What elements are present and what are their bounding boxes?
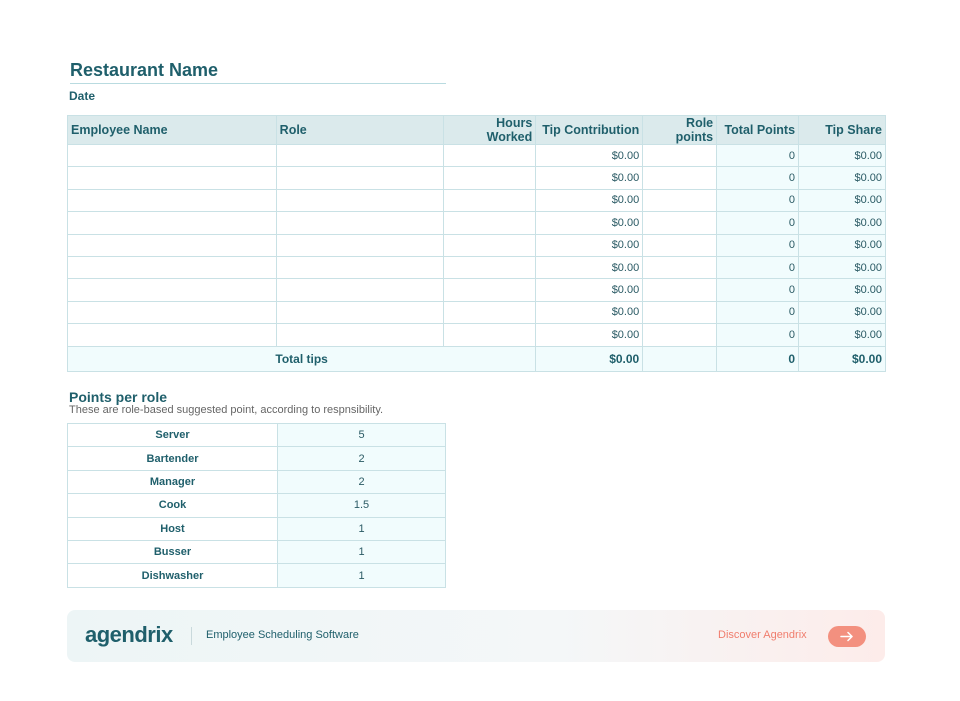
role-points-value[interactable]: 1 <box>278 517 446 540</box>
total-points: 0 <box>717 346 799 371</box>
arrow-right-icon <box>840 631 854 642</box>
cell-employee-name[interactable] <box>68 167 277 189</box>
cell-tip-share: $0.00 <box>799 234 886 256</box>
role-points-value[interactable]: 1 <box>278 564 446 587</box>
column-header-role-points: Role points <box>643 116 717 145</box>
cell-hours-worked[interactable] <box>444 256 536 278</box>
cell-tip-share: $0.00 <box>799 279 886 301</box>
cell-total-points: 0 <box>717 145 799 167</box>
cell-employee-name[interactable] <box>68 256 277 278</box>
role-row <box>68 540 446 563</box>
table-row <box>68 212 886 234</box>
role-row <box>68 564 446 587</box>
cell-role[interactable] <box>276 234 444 256</box>
cell-role-points[interactable] <box>643 167 717 189</box>
role-row <box>68 494 446 517</box>
cell-tip-contribution: $0.00 <box>536 301 643 323</box>
role-name: Server <box>68 424 278 447</box>
role-points-value[interactable]: 1.5 <box>278 494 446 517</box>
cell-hours-worked[interactable] <box>444 301 536 323</box>
cell-tip-contribution: $0.00 <box>536 167 643 189</box>
cell-role[interactable] <box>276 212 444 234</box>
column-header-tip-share: Tip Share <box>799 116 886 145</box>
points-per-role-subtitle: These are role-based suggested point, according to respnsibility. <box>69 404 384 416</box>
table-row <box>68 301 886 323</box>
cell-employee-name[interactable] <box>68 301 277 323</box>
table-row <box>68 167 886 189</box>
total-tip-contribution: $0.00 <box>536 346 643 371</box>
cell-role-points[interactable] <box>643 256 717 278</box>
cell-role-points[interactable] <box>643 212 717 234</box>
cell-employee-name[interactable] <box>68 234 277 256</box>
cell-role-points[interactable] <box>643 234 717 256</box>
table-row <box>68 145 886 167</box>
date-label: Date <box>69 89 96 103</box>
role-name: Dishwasher <box>68 564 278 587</box>
role-points-value[interactable]: 2 <box>278 470 446 493</box>
cell-hours-worked[interactable] <box>444 189 536 211</box>
cell-tip-contribution: $0.00 <box>536 189 643 211</box>
cell-hours-worked[interactable] <box>444 234 536 256</box>
column-header-tip-contribution: Tip Contribution <box>536 116 643 145</box>
cell-tip-contribution: $0.00 <box>536 279 643 301</box>
cell-role[interactable] <box>276 256 444 278</box>
cell-tip-share: $0.00 <box>799 212 886 234</box>
cell-tip-contribution: $0.00 <box>536 256 643 278</box>
cell-employee-name[interactable] <box>68 279 277 301</box>
cell-total-points: 0 <box>717 212 799 234</box>
cell-hours-worked[interactable] <box>444 145 536 167</box>
cell-hours-worked[interactable] <box>444 167 536 189</box>
cell-role[interactable] <box>276 301 444 323</box>
role-name: Bartender <box>68 447 278 470</box>
cell-tip-share: $0.00 <box>799 324 886 346</box>
cell-role[interactable] <box>276 167 444 189</box>
cell-role[interactable] <box>276 189 444 211</box>
cell-hours-worked[interactable] <box>444 324 536 346</box>
cell-employee-name[interactable] <box>68 145 277 167</box>
role-points-value[interactable]: 5 <box>278 424 446 447</box>
column-header-employee-name: Employee Name <box>68 116 277 145</box>
table-row <box>68 256 886 278</box>
cell-tip-share: $0.00 <box>799 301 886 323</box>
column-header-role: Role <box>276 116 444 145</box>
role-name: Manager <box>68 470 278 493</box>
total-tips-label: Total tips <box>68 346 536 371</box>
cell-employee-name[interactable] <box>68 189 277 211</box>
cell-hours-worked[interactable] <box>444 212 536 234</box>
cell-role[interactable] <box>276 279 444 301</box>
role-points-value[interactable]: 2 <box>278 447 446 470</box>
cell-role-points[interactable] <box>643 279 717 301</box>
cell-role-points[interactable] <box>643 301 717 323</box>
table-header-row <box>68 116 886 145</box>
cell-total-points: 0 <box>717 324 799 346</box>
role-row <box>68 424 446 447</box>
footer-tagline: Employee Scheduling Software <box>206 629 359 641</box>
role-points-value[interactable]: 1 <box>278 540 446 563</box>
cell-total-points: 0 <box>717 234 799 256</box>
cell-tip-contribution: $0.00 <box>536 234 643 256</box>
cell-total-points: 0 <box>717 256 799 278</box>
column-header-hours-worked: Hours Worked <box>444 116 536 145</box>
role-name: Cook <box>68 494 278 517</box>
cell-role-points[interactable] <box>643 324 717 346</box>
cell-role-points[interactable] <box>643 145 717 167</box>
cell-hours-worked[interactable] <box>444 279 536 301</box>
restaurant-name-title: Restaurant Name <box>70 60 446 84</box>
cell-tip-share: $0.00 <box>799 145 886 167</box>
role-row <box>68 470 446 493</box>
discover-agendrix-link[interactable]: Discover Agendrix <box>718 629 807 641</box>
agendrix-logo[interactable]: agendrix <box>85 622 173 647</box>
table-row <box>68 324 886 346</box>
table-row <box>68 234 886 256</box>
cell-total-points: 0 <box>717 301 799 323</box>
total-tips-row <box>68 346 886 371</box>
footer-divider <box>191 627 192 645</box>
role-row <box>68 447 446 470</box>
table-row <box>68 279 886 301</box>
cell-role[interactable] <box>276 145 444 167</box>
footer-banner <box>67 610 885 662</box>
total-role-points <box>643 346 717 371</box>
cell-total-points: 0 <box>717 167 799 189</box>
discover-agendrix-button[interactable] <box>828 626 866 647</box>
cell-tip-contribution: $0.00 <box>536 145 643 167</box>
cell-role-points[interactable] <box>643 189 717 211</box>
cell-tip-contribution: $0.00 <box>536 324 643 346</box>
role-name: Busser <box>68 540 278 563</box>
cell-employee-name[interactable] <box>68 324 277 346</box>
cell-tip-contribution: $0.00 <box>536 212 643 234</box>
cell-tip-share: $0.00 <box>799 189 886 211</box>
points-per-role-table <box>67 423 446 588</box>
cell-tip-share: $0.00 <box>799 167 886 189</box>
tip-pool-table <box>67 115 886 372</box>
cell-tip-share: $0.00 <box>799 256 886 278</box>
role-row <box>68 517 446 540</box>
cell-total-points: 0 <box>717 189 799 211</box>
table-row <box>68 189 886 211</box>
cell-employee-name[interactable] <box>68 212 277 234</box>
total-tip-share: $0.00 <box>799 346 886 371</box>
cell-role[interactable] <box>276 324 444 346</box>
role-name: Host <box>68 517 278 540</box>
cell-total-points: 0 <box>717 279 799 301</box>
column-header-total-points: Total Points <box>717 116 799 145</box>
points-per-role-title: Points per role <box>69 389 168 405</box>
